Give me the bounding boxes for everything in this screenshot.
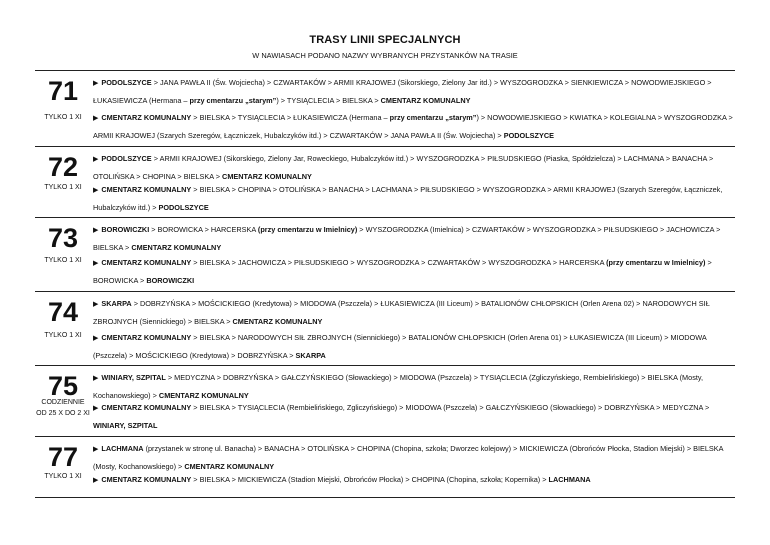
line-number: 73 <box>47 223 79 253</box>
route-text: > DOBRZYŃSKA > MOŚCICKIEGO (Kredytowa) > MIODOWA (Pszczela) > ŁUKASIEWICZA (III Liceum) > BATALIONÓW CHŁOPSKICH (Orlen Arena 02) > NARODOWYCH SIŁ ZBROJNYCH (Siennickiego) > BIELSKA > <box>93 299 710 326</box>
route-text: > BIELSKA > NARODOWYCH SIŁ ZBROJNYCH (Siennickiego) > BATALIONÓW CHŁOPSKICH (Orlen Arena 01) > ŁUKASIEWICZA (III Liceum) > MIODOWA (Pszczela) > MOŚCICKIEGO (Kredytowa) > DOBRZYŃSKA > <box>93 333 707 360</box>
route-description <box>93 75 735 109</box>
route-stop-highlight: CMENTARZ KOMUNALNY <box>101 333 192 342</box>
line-info <box>35 437 91 480</box>
route-stop-highlight: PODOLSZYCE <box>158 202 209 212</box>
route-stop-highlight: PODOLSZYCE <box>101 154 152 163</box>
route-stop-highlight: BOROWICZKI <box>101 225 150 234</box>
route-description <box>93 296 735 330</box>
route-stop-highlight: (przy cmentarzu w Imielnicy) <box>257 225 358 234</box>
route-text: > WYSZOGRODZKA (Imielnica) > CZWARTAKÓW > WYSZOGRODZKA > PIŁSUDSKIEGO > JACHOWICZA > BIELSKA > <box>93 225 721 252</box>
line-note: TYLKO 1 XI <box>44 473 82 480</box>
line-info <box>35 218 91 264</box>
route-stop-highlight: CMENTARZ KOMUNALNY <box>184 461 275 471</box>
line-info <box>35 71 91 121</box>
route-text: ) > TYSIĄCLECIA > BIELSKA > <box>276 95 381 105</box>
route-stop-highlight: WINIARY, SZPITAL <box>101 373 166 382</box>
route-stop-highlight: CMENTARZ KOMUNALNY <box>380 95 471 105</box>
page-title: TRASY LINII SPECJALNYCH <box>309 34 461 46</box>
route-stop-highlight: CMENTARZ KOMUNALNY <box>101 475 192 484</box>
route-stop-highlight: PODOLSZYCE <box>503 130 554 140</box>
line-row-74 <box>35 291 735 365</box>
line-note: TYLKO 1 XI <box>44 114 82 121</box>
route-arrow-icon: ▶ <box>93 477 99 484</box>
route-description <box>93 330 735 364</box>
line-number: 75 <box>47 371 79 401</box>
route-arrow-icon: ▶ <box>93 80 99 87</box>
route-arrow-icon: ▶ <box>93 260 99 267</box>
route-stop-highlight: CMENTARZ KOMUNALNY <box>101 403 192 412</box>
route-text: > JANA PAWŁA II (Św. Wojciecha) > CZWARTAKÓW > ARMII KRAJOWEJ (Sikorskiego, Zielony Jar itd.) > WYSZOGRODZKA > SIENKIEWICZA > NOWODWIEJSKIEGO > ŁUKASIEWICZA (Hermana – <box>93 78 712 105</box>
route-description <box>93 370 735 404</box>
route-stop-highlight: WINIARY, SZPITAL <box>93 420 158 430</box>
line-note: TYLKO 1 XI <box>44 257 82 264</box>
route-description <box>93 255 735 289</box>
route-stop-highlight: CMENTARZ KOMUNALNY <box>101 113 192 122</box>
route-stop-highlight: CMENTARZ KOMUNALNY <box>222 171 312 181</box>
route-arrow-icon: ▶ <box>93 335 99 342</box>
route-arrow-icon: ▶ <box>93 187 99 194</box>
route-arrow-icon: ▶ <box>93 227 99 234</box>
line-note: CODZIENNIE <box>41 399 85 406</box>
route-text: > BIELSKA > TYSIĄCLECIA > ŁUKASIEWICZA (Hermana – <box>191 113 390 122</box>
route-text: > ARMII KRAJOWEJ (Sikorskiego, Zielony Jar, Roweckiego, Hubalczyków itd.) > WYSZOGRODZKA > PIŁSUDSKIEGO (Piaska, Spółdzielcza) > LACHMANA > BANACHA > OTOLIŃSKA > CHOPINA > BIELSKA > <box>93 154 714 181</box>
line-note: OD 25 X DO 2 XI <box>36 410 90 417</box>
route-stop-highlight: PODOLSZYCE <box>101 78 152 87</box>
routes-table <box>35 70 735 498</box>
route-stop-highlight: LACHMANA <box>101 444 144 453</box>
line-row-71 <box>35 70 735 146</box>
route-arrow-icon: ▶ <box>93 375 99 382</box>
route-text: > MEDYCZNA > DOBRZYŃSKA > GAŁCZYŃSKIEGO (Słowackiego) > MIODOWA (Pszczela) > TYSIĄCLECIA (Zgliczyńskiego, Rembielińskiego) > BIELSKA (Mosty, Kochanowskiego) > <box>93 373 704 400</box>
route-text: > BIELSKA > MICKIEWICZA (Stadion Miejski, Obrońców Płocka) > CHOPINA (Chopina, szkoła; Kopernika) > <box>191 475 549 484</box>
route-stop-highlight: przy cmentarzu „starym” <box>189 95 277 105</box>
route-text: > BIELSKA > CHOPINA > OTOLIŃSKA > BANACHA > LACHMANA > PIŁSUDSKIEGO > WYSZOGRODZKA > ARMII KRAJOWEJ (Szarych Szeregów, Łączniczek, Hubalczyków itd.) > <box>93 185 723 212</box>
route-text: (przystanek w stronę ul. Banacha) > BANACHA > OTOLIŃSKA > CHOPINA (Chopina, szkoła; Dworzec kolejowy) > MICKIEWICZA (Obrońców Płocka, Stadion Miejski) > BIELSKA (Mosty, Kochanowskiego) > <box>93 444 724 471</box>
route-description <box>93 182 735 216</box>
route-stop-highlight: BOROWICZKI <box>146 275 195 285</box>
line-note: TYLKO 1 XI <box>44 184 82 191</box>
route-description <box>93 441 735 475</box>
line-info <box>35 147 91 191</box>
line-note: TYLKO 1 XI <box>44 332 82 339</box>
line-number: 74 <box>47 297 79 327</box>
route-description <box>93 110 735 144</box>
route-stop-highlight: CMENTARZ KOMUNALNY <box>158 390 249 400</box>
route-stop-highlight: SKARPA <box>101 299 132 308</box>
line-info <box>35 366 91 417</box>
line-row-73 <box>35 217 735 291</box>
line-row-75 <box>35 365 735 436</box>
route-arrow-icon: ▶ <box>93 115 99 122</box>
page-subtitle: W NAWIASACH PODANO NAZWY WYBRANYCH PRZYSTANKÓW NA TRASIE <box>252 51 518 60</box>
route-description <box>93 400 735 434</box>
route-text: > BIELSKA > TYSIĄCLECIA (Rembielińskiego, Zgliczyńskiego) > MIODOWA (Pszczela) > GAŁCZYŃSKIEGO (Słowackiego) > DOBRZYŃSKA > MEDYCZNA > <box>191 403 710 412</box>
line-number: 77 <box>47 442 79 472</box>
route-arrow-icon: ▶ <box>93 156 99 163</box>
route-stop-highlight: CMENTARZ KOMUNALNY <box>232 316 323 326</box>
route-arrow-icon: ▶ <box>93 301 99 308</box>
line-info <box>35 292 91 339</box>
route-arrow-icon: ▶ <box>93 405 99 412</box>
route-description <box>93 472 735 490</box>
route-stop-highlight: (przy cmentarzu w Imielnicy) <box>606 258 706 267</box>
line-row-77 <box>35 436 735 498</box>
route-stop-highlight: przy cmentarzu „starym” <box>389 113 477 122</box>
route-description <box>93 151 735 185</box>
route-text: ) > NOWODWIEJSKIEGO > KWIATKA > KOLEGIALNA > WYSZOGRODZKA > ARMII KRAJOWEJ (Szarych Szeregów, Łączniczek, Hubalczyków itd.) > CZWARTAKÓW > JANA PAWŁA II (Św. Wojciecha) > <box>93 113 733 140</box>
route-description <box>93 222 735 256</box>
route-stop-highlight: LACHMANA <box>548 475 591 484</box>
route-stop-highlight: CMENTARZ KOMUNALNY <box>101 185 192 194</box>
route-arrow-icon: ▶ <box>93 446 99 453</box>
route-stop-highlight: CMENTARZ KOMUNALNY <box>131 242 222 252</box>
route-stop-highlight: SKARPA <box>295 350 326 360</box>
line-number: 71 <box>47 76 79 106</box>
route-text: > BOROWICKA > <box>93 258 712 285</box>
route-text: > BOROWICKA > HARCERSKA <box>149 225 258 234</box>
line-number: 72 <box>47 152 79 182</box>
line-row-72 <box>35 146 735 217</box>
route-text: > BIELSKA > JACHOWICZA > PIŁSUDSKIEGO > WYSZOGRODZKA > CZWARTAKÓW > WYSZOGRODZKA > HARCERSKA <box>191 258 607 267</box>
route-stop-highlight: CMENTARZ KOMUNALNY <box>101 258 192 267</box>
